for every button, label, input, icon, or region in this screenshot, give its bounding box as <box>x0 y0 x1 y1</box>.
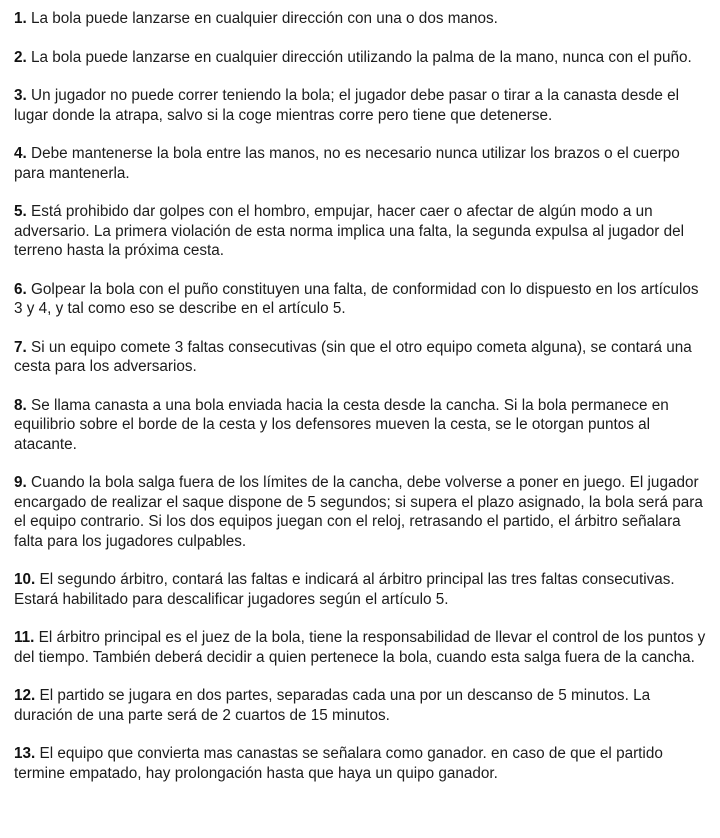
rule-number: 12. <box>14 687 36 704</box>
rule-number: 2. <box>14 48 27 66</box>
rule-number: 13. <box>14 745 36 762</box>
rule-text: El segundo árbitro, contará las faltas e indicará al árbitro principal las tres faltas consecutivas. Estará habilitado para descalificar jugadores según el artículo 5. <box>14 571 675 608</box>
rule-number: 6. <box>14 280 27 298</box>
rule-3 <box>14 86 710 125</box>
rule-text: El árbitro principal es el juez de la bola, tiene la responsabilidad de llevar el control de los puntos y del tiempo. También deberá decidir a quien pertenece la bola, cuando esta salga fuera de la cancha. <box>14 629 706 666</box>
rule-text: Un jugador no puede correr teniendo la bola; el jugador debe pasar o tirar a la canasta desde el lugar donde la atrapa, salvo si la coge mientras corre pero tiene que detenerse. <box>14 87 680 124</box>
rule-text: Si un equipo comete 3 faltas consecutivas (sin que el otro equipo cometa alguna), se contará una cesta para los adversarios. <box>14 338 692 375</box>
rule-number: 7. <box>14 338 27 356</box>
rule-4 <box>14 144 710 183</box>
rule-7 <box>14 338 710 377</box>
rule-8 <box>14 396 710 455</box>
rule-text: Se llama canasta a una bola enviada hacia la cesta desde la cancha. Si la bola permanece en equilibrio sobre el borde de la cesta y los defensores mueven la cesta, se le otorgan puntos al atacante. <box>14 396 669 453</box>
rule-number: 5. <box>14 203 27 220</box>
rule-text: El partido se jugara en dos partes, separadas cada una por un descanso de 5 minutos. La duración de una parte será de 2 cuartos de 15 minutos. <box>14 687 651 724</box>
rule-12 <box>14 686 710 725</box>
rule-text: La bola puede lanzarse en cualquier dirección con una o dos manos. <box>26 10 498 27</box>
rule-1 <box>14 9 710 29</box>
rule-2 <box>14 48 710 68</box>
rule-11 <box>14 628 710 667</box>
rule-number: 1. <box>14 10 27 27</box>
rule-text: Cuando la bola salga fuera de los límites de la cancha, debe volverse a poner en juego. El jugador encargado de realizar el saque dispone de 5 segundos; si supera el plazo asignado, la bola será para el equipo contrario. Si los dos equipos juegan con el reloj, retrasando el partido, el árbitro señalara falta para los jugadores culpables. <box>14 474 703 550</box>
rule-number: 4. <box>14 145 27 162</box>
rule-13 <box>14 744 710 783</box>
rule-number: 11. <box>14 629 35 646</box>
rule-text: Debe mantenerse la bola entre las manos, no es necesario nunca utilizar los brazos o el cuerpo para mantenerla. <box>14 145 680 182</box>
rule-number: 3. <box>14 87 27 104</box>
rule-10 <box>14 570 710 609</box>
rule-9 <box>14 473 710 551</box>
rule-text: La bola puede lanzarse en cualquier dirección utilizando la palma de la mano, nunca con el puño. <box>26 48 692 66</box>
rule-text: El equipo que convierta mas canastas se señalara como ganador. en caso de que el partido termine empatado, hay prolongación hasta que haya un quipo ganador. <box>14 745 663 782</box>
rule-text: Está prohibido dar golpes con el hombro, empujar, hacer caer o afectar de algún modo a un adversario. La primera violación de esta norma implica una falta, la segunda expulsa al jugador del terreno hasta la próxima cesta. <box>14 203 685 259</box>
rule-5 <box>14 202 710 261</box>
rule-6 <box>14 280 710 319</box>
rule-number: 8. <box>14 396 27 414</box>
rule-number: 9. <box>14 474 27 491</box>
rule-text: Golpear la bola con el puño constituyen una falta, de conformidad con lo dispuesto en los artículos 3 y 4, y tal como eso se describe en el artículo 5. <box>14 280 699 317</box>
rule-number: 10. <box>14 571 36 588</box>
